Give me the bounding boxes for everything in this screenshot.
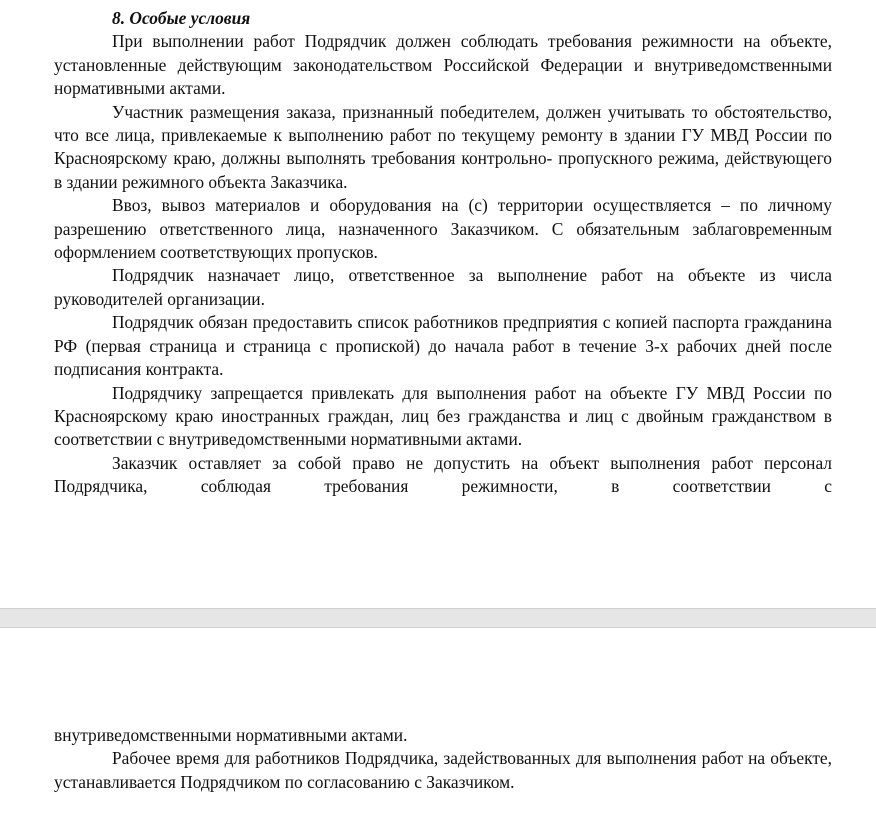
paragraph-responsible-person: Подрядчик назначает лицо, ответственное за выполнение работ на объекте из числа руководителей организации. [54,265,832,309]
paragraph-worker-list: Подрядчик обязан предоставить список работников предприятия с копией паспорта гражданина РФ (первая страница и страница с пропиской) до начала работ в течение 3-х рабочих дней после подписания контракта. [54,312,832,380]
paragraph-access-control: Участник размещения заказа, признанный победителем, должен учитывать то обстоятельство, что все лица, привлекаемые к выполнению работ по текущему ремонту в здании ГУ МВД России по Красноярскому краю, должны выполнять требования контрольно- пропускного режима, действующего в здании режимного объекта Заказчика. [54,101,832,192]
paragraph-customer-rights: Заказчик оставляет за собой право не допустить на объект выполнения работ персонал Подрядчика, соблюдая требования режимности, в соответствии с [54,452,832,497]
paragraph-working-hours: Рабочее время для работников Подрядчика, задействованных для выполнения работ на объекте, устанавливается Подрядчиком по согласованию с Заказчиком. [54,748,832,792]
page-2-text [54,724,832,794]
document-page-2 [0,628,876,818]
paragraph-foreign-citizens: Подрядчику запрещается привлекать для выполнения работ на объекте ГУ МВД России по Красноярскому краю иностранных граждан, лиц без гражданства и лиц с двойным гражданством в соответствии с внутриведомственными нормативными актами. [54,382,832,450]
section-heading: 8. Особые условия [112,8,251,28]
paragraph-regime-requirements: При выполнении работ Подрядчик должен соблюдать требования режимности на объекте, установленные действующим законодательством Российской Федерации и внутриведомственными нормативными актами. [54,31,832,99]
paragraph-continuation: внутриведомственными нормативными актами. [54,725,408,745]
page-separator [0,608,876,628]
page-1-text [54,7,832,499]
paragraph-materials-permit: Ввоз, вывоз материалов и оборудования на (с) территории осуществляется – по личному разрешению ответственного лица, назначенного Заказчиком. С обязательным заблаговременным оформлением соответствующих пропусков. [54,195,832,263]
